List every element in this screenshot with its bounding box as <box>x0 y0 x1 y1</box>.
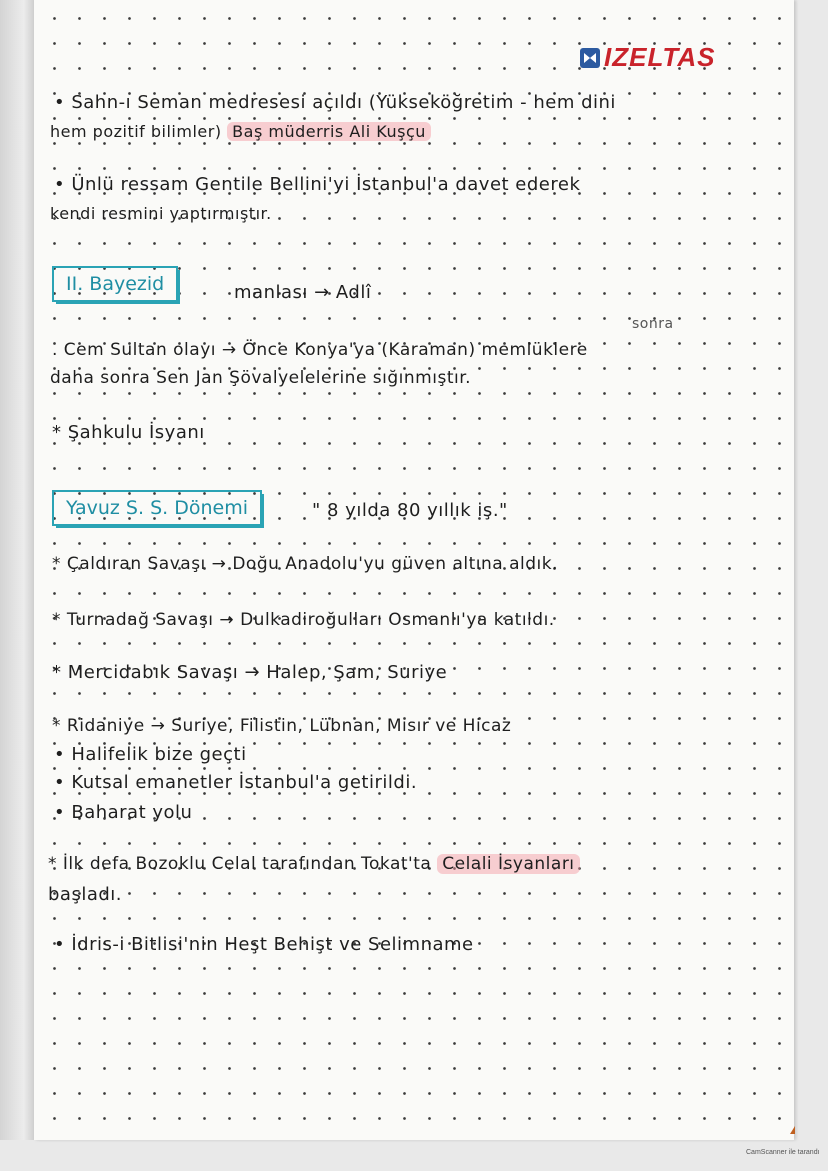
note-line: • İdris-i Bitlisi'nin Heşt Behişt ve Selimname <box>54 934 474 955</box>
note-text: hem pozitif bilimler) <box>50 122 222 141</box>
scanner-watermark: CamScanner ile tarandı <box>746 1149 820 1156</box>
note-line: • Ünlü ressam Gentile Bellini'yi İstanbul'a davet ederek <box>54 174 581 195</box>
highlighted-text: Baş müderris Ali Kuşçu <box>227 122 431 141</box>
brand-logo <box>579 42 715 73</box>
notebook-binding <box>0 0 34 1140</box>
notebook-page <box>34 0 794 1140</box>
note-line: " 8 yılda 80 yıllık iş." <box>312 500 508 521</box>
note-line: * Şahkulu İsyanı <box>52 422 205 443</box>
note-line <box>50 122 431 141</box>
note-line: * Çaldıran Savaşı → Doğu Anadolu'yu güven altına aldık. <box>52 554 559 574</box>
section-box-bayezid: II. Bayezid <box>52 266 178 302</box>
note-line: daha sonra Sen Jan Şövalyelelerine sığınmıştır. <box>50 368 472 388</box>
note-line <box>48 854 580 874</box>
note-line: * Mercidabık Savaşı → Halep, Şam, Suriye <box>52 662 448 683</box>
brand-name: IZELTAS <box>604 42 716 72</box>
note-line: * Ridaniye → Suriye, Filistin, Lübnan, Mısır ve Hicaz <box>52 716 512 736</box>
highlighted-text: Celali İsyanları <box>437 854 579 874</box>
note-line: manlası → Adlî <box>234 282 372 303</box>
note-line: • Kutsal emanetler İstanbul'a getirildi. <box>54 772 418 793</box>
note-line: • Baharat yolu <box>54 802 193 823</box>
note-line: başladı. <box>48 884 123 905</box>
corner-mark <box>790 1126 795 1134</box>
note-annotation: sonra <box>632 316 674 332</box>
note-line: • Sahn-ı Seman medresesi açıldı (Yükseköğretim - hem dini <box>54 92 616 113</box>
note-line: • Halifelik bize geçti <box>54 744 247 765</box>
section-box-yavuz: Yavuz S. S. Dönemi <box>52 490 262 526</box>
note-line: kendi resmini yaptırmıştır. <box>50 204 272 223</box>
note-line: * Turnadağ Savaşı → Dulkadiroğulları Osmanlı'ya katıldı. <box>52 610 555 630</box>
note-text: * İlk defa Bozoklu Celal tarafından Tokat'ta <box>48 854 432 874</box>
note-line: . Cem Sultan olayı → Önce Konya'ya (Karaman) memlüklere <box>52 340 588 360</box>
brand-mark-icon <box>579 47 601 69</box>
